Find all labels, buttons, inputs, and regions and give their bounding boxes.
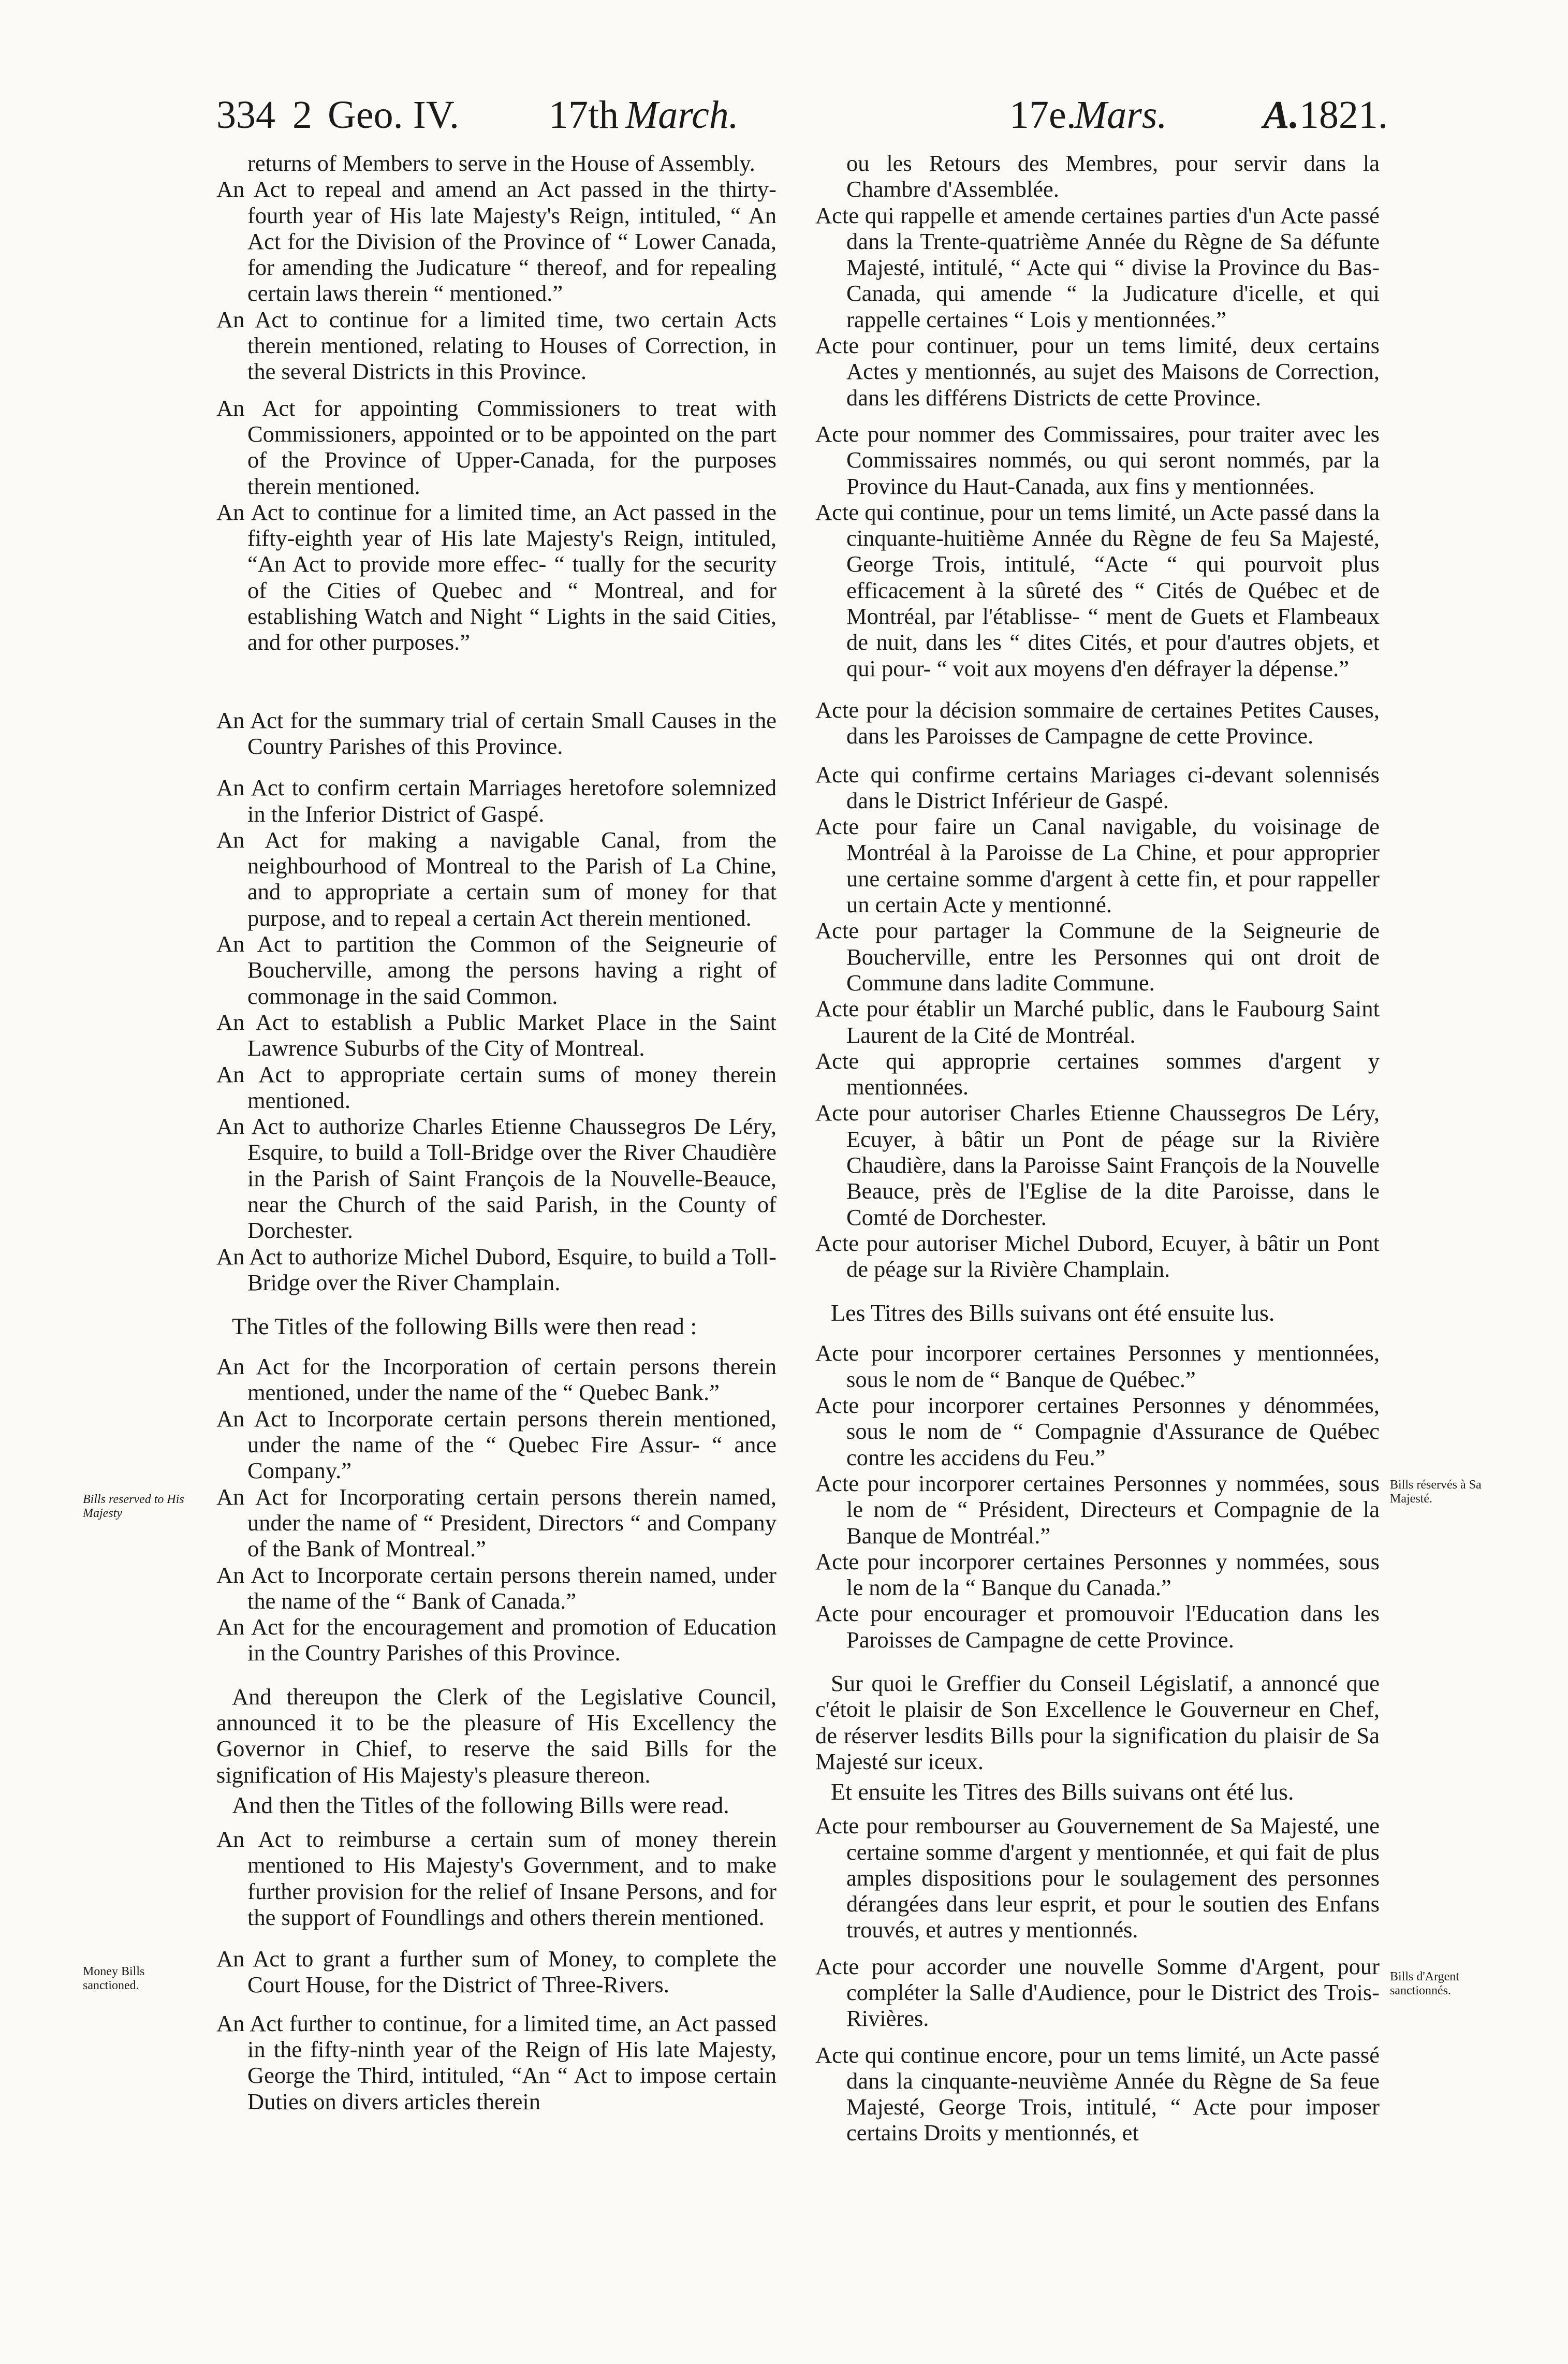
entry-right-15: Acte pour incorporer certaines Personnes y dénommées, sous le nom de “ Compagnie d'Assurance de Québec contre les accidens du Feu.” (815, 1392, 1380, 1470)
entry-left-3: An Act for appointing Commissioners to treat with Commissioners, appointed or to be appointed on the part of the Province of Upper-Canada, for the purposes therein mentioned. (216, 395, 776, 499)
margin-note-bills-reserved-fr: Bills réservés à Sa Majesté. (1390, 1478, 1482, 1506)
entry-left-9: An Act to establish a Public Market Place in the Saint Lawrence Suburbs of the City of Montreal. (216, 1009, 776, 1061)
entry-right-0: ou les Retours des Membres, pour servir dans la Chambre d'Assemblée. (846, 150, 1380, 202)
date-fr-day: 17e. (1009, 93, 1076, 137)
heading-left-then-read: And then the Titles of the following Bills were read. (232, 1791, 729, 1818)
reign: Geo. IV. (328, 93, 460, 137)
entry-right-1: Acte qui rappelle et amende certaines parties d'un Acte passé dans la Trente-quatrième Année du Règne de Sa défunte Majesté, intitulé, “ Acte qui “ divise la Province du Bas-Canada, qui amende “ la Judicature d'icelle, et qui rappelle certaines “ Lois y mentionnées.” (815, 202, 1380, 332)
entry-right-8: Acte pour partager la Commune de la Seigneurie de Boucherville, entre les Personnes qui ont droit de Commune dans ladite Commune. (815, 917, 1380, 996)
entry-right-4: Acte qui continue, pour un tems limité, un Acte passé dans la cinquante-huitième Année du Règne de feu Sa Majesté, George Trois, intitulé, “Acte “ qui pourvoit plus efficacement à la sûreté des “ Cités de Québec et de Montréal, par l'établisse- “ ment de Guets et Flambeaux de nuit, dans les “ dites Cités, et pour d'autres objets, et qui pour- “ voit aux moyens d'en défrayer la dépense.” (815, 499, 1380, 681)
entry-right-22: Acte pour accorder une nouvelle Somme d'Argent, pour compléter la Salle d'Audience, pour le District des Trois-Rivières. (815, 1953, 1380, 2032)
entry-right-17: Acte pour incorporer certaines Personnes y nommées, sous le nom de la “ Banque du Canada.” (815, 1548, 1380, 1601)
entry-left-4: An Act to continue for a limited time, an Act passed in the fifty-eighth year of His late Majesty's Reign, intituled, “An Act to provide more effec- “ tually for the security of the Cities of Quebec and “ Montreal, and for establishing Watch and Night “ Lights in the said Cities, and for other purposes.” (216, 499, 776, 655)
entry-left-1: An Act to repeal and amend an Act passed in the thirty-fourth year of His late Majesty's Reign, intituled, “ An Act for the Division of the Province of “ Lower Canada, for amending the Judicature “ thereof, and for repealing certain laws therein “ mentioned.” (216, 176, 776, 307)
date-en-day: 17th (549, 93, 619, 137)
page-number: 334 (216, 93, 275, 137)
entry-right-18: Acte pour encourager et promouvoir l'Education dans les Paroisses de Campagne de cette Province. (815, 1600, 1380, 1653)
entry-left-5: An Act for the summary trial of certain Small Causes in the Country Parishes of this Province. (216, 707, 776, 759)
entry-right-21: Acte pour rembourser au Gouvernement de Sa Majesté, une certaine somme d'argent y mentionnée, et qui fait de plus amples dispositions pour le soulagement des personnes dérangées dans leur esprit, et pour le soutien des Enfans trouvés, et autres y mentionnés. (815, 1813, 1380, 1943)
entry-left-22: An Act to grant a further sum of Money, to complete the Court House, for the District of Three-Rivers. (216, 1946, 776, 1998)
entry-right-12: Acte pour autoriser Michel Dubord, Ecuyer, à bâtir un Pont de péage sur la Rivière Champlain. (815, 1230, 1380, 1282)
entry-left-23: An Act further to continue, for a limited time, an Act passed in the fifty-ninth year of the Reign of His late Majesty, George the Third, intituled, “An “ Act to impose certain Duties on divers articles therein (216, 2010, 776, 2114)
english-column (216, 150, 776, 2114)
entry-left-16: An Act for Incorporating certain persons therein named, under the name of “ President, Directors “ and Company of the Bank of Montreal.” (216, 1483, 776, 1562)
entry-left-21: An Act to reimburse a certain sum of money therein mentioned to His Majesty's Government, and to make further provision for the relief of Insane Persons, and for the support of Foundlings and others therein mentioned. (216, 1826, 776, 1930)
running-header (0, 89, 1568, 151)
heading-right-ensuite-lus: Et ensuite les Titres des Bills suivans ont été lus. (831, 1778, 1294, 1805)
entry-left-0: returns of Members to serve in the House of Assembly. (247, 150, 755, 176)
entry-right-14: Acte pour incorporer certaines Personnes y mentionnées, sous le nom de “ Banque de Québec.” (815, 1340, 1380, 1392)
margin-note-money-bills-en: Money Bills sanctioned. (83, 1965, 145, 1992)
heading-left-titles-read: The Titles of the following Bills were then read : (232, 1313, 697, 1340)
entry-left-15: An Act to Incorporate certain persons therein mentioned, under the name of the “ Quebec Fire Assur- “ ance Company.” (216, 1405, 776, 1484)
margin-note-money-bills-fr: Bills d'Argent sanctionnés. (1390, 1970, 1459, 1997)
year: 1821. (1299, 93, 1388, 137)
entry-right-23: Acte qui continue encore, pour un tems limité, un Acte passé dans la cinquante-neuvième Année du Règne de Sa feue Majesté, George Trois, intitulé, “ Acte pour imposer certains Droits y mentionnés, et (815, 2041, 1380, 2146)
entry-right-5: Acte pour la décision sommaire de certaines Petites Causes, dans les Paroisses de Campagne de cette Province. (815, 696, 1380, 749)
entry-right-11: Acte pour autoriser Charles Etienne Chaussegros De Léry, Ecuyer, à bâtir un Pont de péage sur la Rivière Chaudière, dans la Paroisse Saint François de la Nouvelle Beauce, près de l'Eglise de la dite Paroisse, dans le Comté de Dorchester. (815, 1100, 1380, 1230)
entry-left-17: An Act to Incorporate certain persons therein named, under the name of the “ Bank of Canada.” (216, 1562, 776, 1614)
margin-note-bills-reserved-en: Bills reserved to His Majesty (83, 1493, 184, 1520)
entry-right-9: Acte pour établir un Marché public, dans le Faubourg Saint Laurent de la Cité de Montréal. (815, 996, 1380, 1048)
date-en-month: March. (625, 93, 739, 137)
entry-left-6: An Act to confirm certain Marriages heretofore solemnized in the Inferior District of Gaspé. (216, 775, 776, 827)
year-a: A. (1263, 93, 1299, 137)
reign-number: 2 (292, 93, 312, 137)
entry-left-2: An Act to continue for a limited time, two certain Acts therein mentioned, relating to Houses of Correction, in the several Districts in this Province. (216, 306, 776, 385)
entry-right-2: Acte pour continuer, pour un tems limité, deux certains Actes y mentionnés, au sujet des Maisons de Correction, dans les différens Districts de cette Province. (815, 332, 1380, 411)
date-fr-month: Mars. (1074, 93, 1167, 137)
paragraph-left-clerk: And thereupon the Clerk of the Legislative Council, announced it to be the pleasure of His Excellency the Governor in Chief, to reserve the said Bills for the signification of His Majesty's pleasure thereon. (216, 1683, 776, 1788)
entry-left-11: An Act to authorize Charles Etienne Chaussegros De Léry, Esquire, to build a Toll-Bridge over the River Chaudière in the Parish of Saint François de la Nouvelle-Beauce, near the Church of the said Parish, in the County of Dorchester. (216, 1113, 776, 1244)
paragraph-right-greffier: Sur quoi le Greffier du Conseil Législatif, a annoncé que c'étoit le plaisir de Son Excellence le Gouverneur en Chef, de réserver lesdits Bills pour la signification du plaisir de Sa Majesté sur iceux. (815, 1670, 1380, 1774)
entry-left-7: An Act for making a navigable Canal, from the neighbourhood of Montreal to the Parish of La Chine, and to appropriate a certain sum of money for that purpose, and to repeal a certain Act therein mentioned. (216, 826, 776, 931)
entry-right-10: Acte qui approprie certaines sommes d'argent y mentionnées. (815, 1047, 1380, 1100)
french-column (815, 150, 1380, 2146)
entry-right-16: Acte pour incorporer certaines Personnes y nommées, sous le nom de “ Président, Directeurs et Compagnie de la Banque de Montréal.” (815, 1470, 1380, 1549)
entry-left-18: An Act for the encouragement and promotion of Education in the Country Parishes of this Province. (216, 1614, 776, 1666)
entry-right-3: Acte pour nommer des Commissaires, pour traiter avec les Commissaires nommés, ou qui seront nommés, par la Province du Haut-Canada, aux fins y mentionnées. (815, 420, 1380, 499)
entry-left-10: An Act to appropriate certain sums of money therein mentioned. (216, 1061, 776, 1113)
entry-left-12: An Act to authorize Michel Dubord, Esquire, to build a Toll-Bridge over the River Champlain. (216, 1243, 776, 1295)
entry-left-8: An Act to partition the Common of the Seigneurie of Boucherville, among the persons having a right of commonage in the said Common. (216, 931, 776, 1009)
heading-right-titres-lus: Les Titres des Bills suivans ont été ensuite lus. (831, 1300, 1275, 1326)
entry-right-7: Acte pour faire un Canal navigable, du voisinage de Montréal à la Paroisse de La Chine, et pour approprier une certaine somme d'argent à cette fin, et pour rappeller un certain Acte y mentionné. (815, 813, 1380, 918)
entry-left-14: An Act for the Incorporation of certain persons therein mentioned, under the name of the “ Quebec Bank.” (216, 1353, 776, 1406)
entry-right-6: Acte qui confirme certains Mariages ci-devant solennisés dans le District Inférieur de Gaspé. (815, 761, 1380, 813)
